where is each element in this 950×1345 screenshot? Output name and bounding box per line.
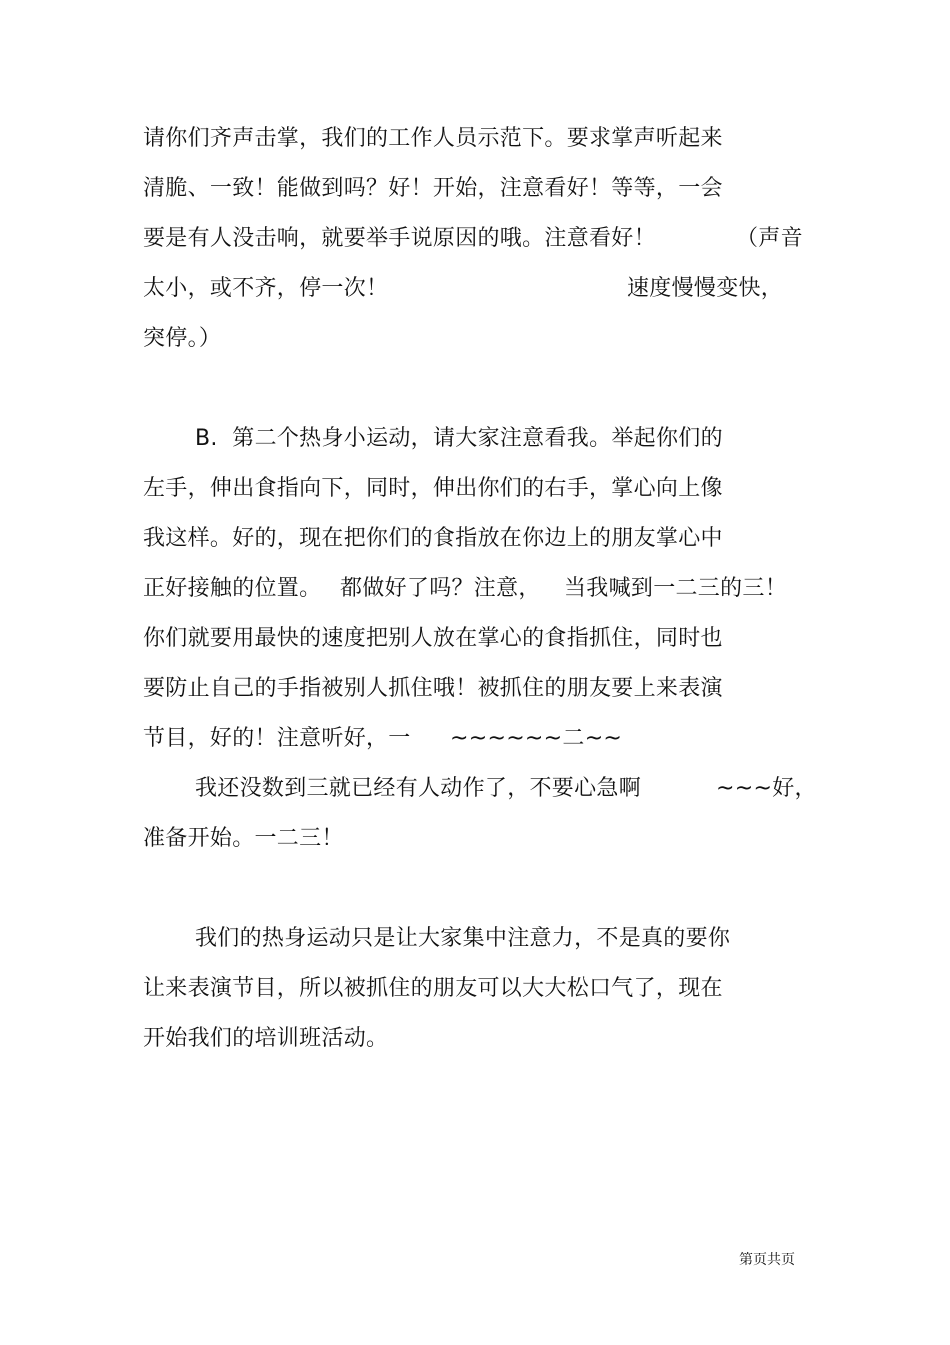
paragraph-1-line-4: 太小，或不齐，停一次！ xyxy=(143,276,389,301)
paragraph-2-line-7b: ~~~~~~二~~ xyxy=(450,726,623,751)
paragraph-2-line-4c: 当我喊到一二三的三！ xyxy=(564,576,788,601)
paragraph-1-line-3-tail: （声音 xyxy=(736,226,803,251)
paragraph-2-line-4b: 都做好了吗？注意， xyxy=(340,576,541,601)
paragraph-2-line-7a: 节目，好的！注意听好，一 xyxy=(143,726,411,751)
paragraph-1-line-1: 请你们齐声击掌，我们的工作人员示范下。要求掌声听起来 xyxy=(143,126,723,151)
paragraph-2-line-8a: 我还没数到三就已经有人动作了，不要心急啊 xyxy=(195,776,642,801)
paragraph-3-line-2: 让来表演节目，所以被抓住的朋友可以大大松口气了，现在 xyxy=(143,976,723,1001)
paragraph-2-line-4a: 正好接触的位置。 xyxy=(143,576,322,601)
paragraph-2-line-1: B. 第二个热身小运动，请大家注意看我。举起你们的 xyxy=(195,426,723,451)
paragraph-1-line-5: 突停。） xyxy=(143,326,222,351)
paragraph-2-line-8b: ~~~好， xyxy=(716,776,817,801)
paragraph-2-line-3: 我这样。好的，现在把你们的食指放在你边上的朋友掌心中 xyxy=(143,526,723,551)
paragraph-2-line-6: 要防止自己的手指被别人抓住哦！被抓住的朋友要上来表演 xyxy=(143,676,723,701)
paragraph-3-line-1: 我们的热身运动只是让大家集中注意力，不是真的要你 xyxy=(195,926,731,951)
page-footer: 第页共页 xyxy=(739,1252,795,1268)
paragraph-2-line-2: 左手，伸出食指向下，同时，伸出你们的右手，掌心向上像 xyxy=(143,476,723,501)
paragraph-2-line-9: 准备开始。一二三！ xyxy=(143,826,344,851)
paragraph-2-line-5: 你们就要用最快的速度把别人放在掌心的食指抓住，同时也 xyxy=(143,626,723,651)
paragraph-3-line-3: 开始我们的培训班活动。 xyxy=(143,1026,389,1051)
paragraph-1-line-3: 要是有人没击响，就要举手说原因的哦。注意看好！ xyxy=(143,226,656,251)
paragraph-1-line-2: 清脆、一致！能做到吗？好！开始，注意看好！等等，一会 xyxy=(143,176,723,201)
paragraph-1-line-4-tail: 速度慢慢变快， xyxy=(627,276,784,301)
